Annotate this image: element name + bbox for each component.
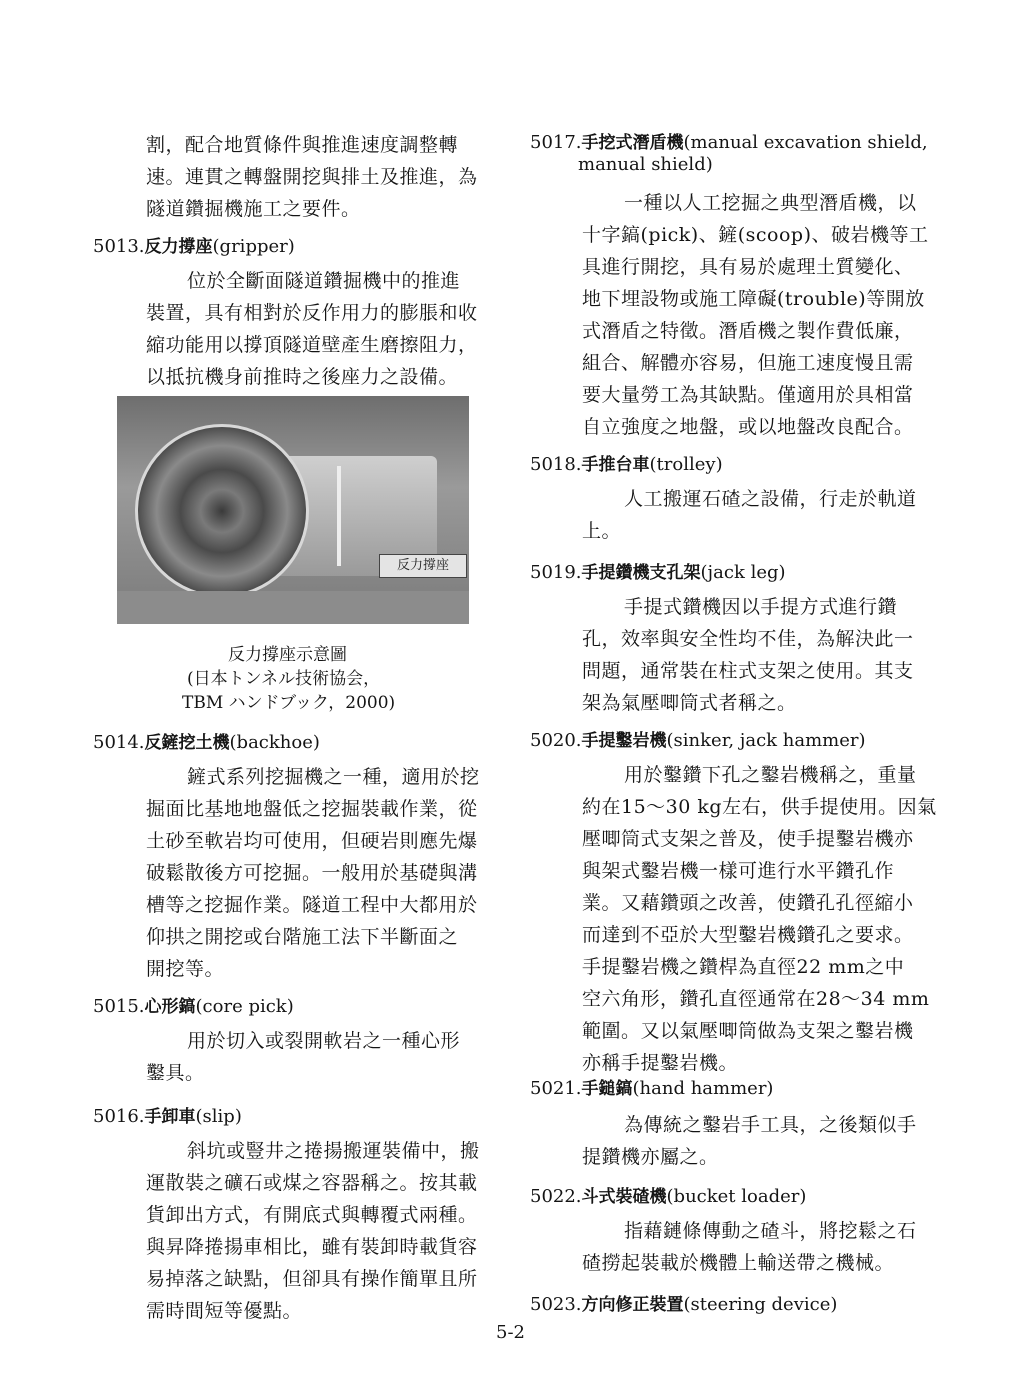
entry-5020-text: 業。又藉鑽頭之改善，使鑽孔孔徑縮小	[582, 892, 914, 914]
entry-term-en: (core pick)	[195, 996, 294, 1017]
entry-5017-text: 要大量勞工為其缺點。僅適用於具相當	[582, 384, 914, 406]
entry-term-zh: 手推台車	[581, 455, 650, 475]
entry-term-en: (backhoe)	[229, 732, 320, 753]
entry-5015-text: 鑿具。	[146, 1062, 205, 1084]
entry-5020-text: 用於鑿鑽下孔之鑿岩機稱之，重量	[624, 764, 917, 786]
entry-5015-heading	[93, 992, 294, 1017]
entry-term-zh: 手提鑿岩機	[581, 731, 667, 751]
cutterhead-shape	[135, 424, 309, 598]
entry-5020-text: 範圍。又以氣壓唧筒做為支架之鑿岩機	[582, 1020, 914, 1042]
entry-code: 5023.	[530, 1294, 582, 1315]
entry-term-zh: 手卸車	[144, 1107, 196, 1127]
gripper-photo	[117, 396, 469, 624]
entry-5018-heading	[530, 450, 723, 475]
entry-5013-text: 以抵抗機身前推時之後座力之設備。	[146, 366, 459, 388]
photo-label: 反力撐座	[379, 554, 467, 578]
entry-term-en: (steering device)	[683, 1294, 838, 1315]
entry-5013-text: 縮功能用以撐頂隧道壁產生磨擦阻力，	[146, 334, 478, 356]
entry-term-en: (trolley)	[649, 454, 723, 475]
entry-5016-text: 需時間短等優點。	[146, 1300, 303, 1322]
entry-5013-text: 裝置，具有相對於反作用力的膨脹和收	[146, 302, 478, 324]
entry-5014-text: 掘面比基地地盤低之挖掘裝載作業，從	[146, 798, 478, 820]
entry-5014-text: 開挖等。	[146, 958, 225, 980]
entry-5016-text: 易掉落之缺點，但卻具有操作簡單且所	[146, 1268, 478, 1290]
entry-5020-text: 約在15～30 kg左右，供手提使用。因氣	[582, 796, 937, 818]
entry-5014-text: 破鬆散後方可挖掘。一般用於基礎與溝	[146, 862, 478, 884]
entry-term-en: (jack leg)	[700, 562, 786, 583]
entry-5014-text: 土砂至軟岩均可使用，但硬岩則應先爆	[146, 830, 478, 852]
entry-5013-heading	[93, 232, 295, 257]
entry-term-zh: 反鏟挖土機	[144, 733, 230, 753]
intro-line: 速。連貫之轉盤開挖與排土及推進，為	[146, 166, 478, 188]
entry-5017-heading	[530, 128, 928, 153]
entry-5014-heading	[93, 728, 320, 753]
entry-term-zh: 手挖式潛盾機	[581, 133, 684, 153]
figure-source: TBM ハンドブック，2000)	[182, 693, 396, 713]
entry-5021-text: 為傳統之鑿岩手工具，之後類似手	[624, 1114, 917, 1136]
entry-term-en: (sinker, jack hammer)	[666, 730, 866, 751]
entry-5014-text: 仰拱之開挖或台階施工法下半斷面之	[146, 926, 459, 948]
entry-5017-text: 式潛盾之特徵。潛盾機之製作費低廉，	[582, 320, 914, 342]
entry-5018-text: 人工搬運石碴之設備，行走於軌道	[624, 488, 917, 510]
entry-5016-heading	[93, 1102, 242, 1127]
entry-5017-text: 自立強度之地盤，或以地盤改良配合。	[582, 416, 914, 438]
entry-5014-text: 槽等之挖掘作業。隧道工程中大都用於	[146, 894, 478, 916]
entry-code: 5013.	[93, 236, 145, 257]
entry-term-zh: 斗式裝碴機	[581, 1187, 667, 1207]
entry-5020-text: 與架式鑿岩機一樣可進行水平鑽孔作	[582, 860, 895, 882]
entry-code: 5021.	[530, 1078, 582, 1099]
entry-5017-heading-cont: manual shield)	[578, 154, 713, 175]
entry-5013-text: 位於全斷面隧道鑽掘機中的推進	[187, 270, 461, 292]
entry-5019-text: 問題，通常裝在柱式支架之使用。其支	[582, 660, 914, 682]
entry-5023-heading	[530, 1290, 837, 1315]
entry-5018-text: 上。	[582, 520, 622, 542]
entry-5016-text: 運散裝之礦石或煤之容器稱之。按其載	[146, 1172, 478, 1194]
entry-5021-text: 提鑽機亦屬之。	[582, 1146, 719, 1168]
entry-term-en: (hand hammer)	[632, 1078, 774, 1099]
entry-term-zh: 手鎚鎬	[581, 1079, 633, 1099]
page-number: 5-2	[496, 1322, 525, 1343]
entry-code: 5014.	[93, 732, 145, 753]
entry-5020-text: 手提鑿岩機之鑽桿為直徑22 mm之中	[582, 956, 905, 978]
entry-term-en: (gripper)	[212, 236, 295, 257]
intro-line: 隧道鑽掘機施工之要件。	[146, 198, 361, 220]
entry-code: 5017.	[530, 132, 582, 153]
entry-5022-heading	[530, 1182, 806, 1207]
entry-5019-text: 架為氣壓唧筒式者稱之。	[582, 692, 797, 714]
entry-5021-heading	[530, 1074, 773, 1099]
entry-term-zh: 心形鎬	[144, 997, 196, 1017]
figure-caption: 反力撐座示意圖	[228, 645, 347, 665]
entry-code: 5016.	[93, 1106, 145, 1127]
entry-5022-text: 碴撈起裝載於機體上輸送帶之機械。	[582, 1252, 895, 1274]
entry-5014-text: 鏟式系列挖掘機之一種，適用於挖	[187, 766, 480, 788]
entry-5020-heading	[530, 726, 866, 751]
entry-5015-text: 用於切入或裂開軟岩之一種心形	[187, 1030, 461, 1052]
entry-5020-text: 壓唧筒式支架之普及，使手提鑿岩機亦	[582, 828, 914, 850]
entry-5016-text: 與昇降捲揚車相比，雖有裝卸時載貨容	[146, 1236, 478, 1258]
entry-code: 5015.	[93, 996, 145, 1017]
entry-term-en: (bucket loader)	[666, 1186, 807, 1207]
entry-5016-text: 貨卸出方式，有開底式與轉覆式兩種。	[146, 1204, 478, 1226]
entry-5017-text: 具進行開挖，具有易於處理土質變化、	[582, 256, 914, 278]
intro-line: 割，配合地質條件與推進速度調整轉	[146, 134, 459, 156]
entry-term-en: (slip)	[195, 1106, 242, 1127]
entry-term-zh: 反力撐座	[144, 237, 213, 257]
entry-5022-text: 指藉鏈條傳動之碴斗，將挖鬆之石	[624, 1220, 917, 1242]
tbm-rib-shape	[337, 466, 341, 566]
entry-5017-text: 地下埋設物或施工障礙(trouble)等開放	[582, 288, 925, 310]
entry-5019-text: 手提式鑽機因以手提方式進行鑽	[624, 596, 898, 618]
entry-code: 5019.	[530, 562, 582, 583]
entry-5016-text: 斜坑或豎井之捲揚搬運裝備中，搬	[187, 1140, 480, 1162]
entry-5020-text: 空六角形，鑽孔直徑通常在28～34 mm	[582, 988, 930, 1010]
entry-5017-text: 組合、解體亦容易，但施工速度慢且需	[582, 352, 914, 374]
entry-5017-text: 十字鎬(pick)、鏟(scoop)、破岩機等工	[582, 224, 929, 246]
entry-5020-text: 而達到不亞於大型鑿岩機鑽孔之要求。	[582, 924, 914, 946]
entry-term-en: (manual excavation shield,	[683, 132, 928, 153]
entry-code: 5022.	[530, 1186, 582, 1207]
entry-5019-heading	[530, 558, 786, 583]
entry-5017-text: 一種以人工挖掘之典型潛盾機，以	[624, 192, 917, 214]
entry-code: 5020.	[530, 730, 582, 751]
entry-code: 5018.	[530, 454, 582, 475]
entry-5019-text: 孔，效率與安全性均不佳，為解決此一	[582, 628, 914, 650]
floor-shape	[117, 591, 469, 624]
entry-term-zh: 手提鑽機支孔架	[581, 563, 701, 583]
entry-term-zh: 方向修正裝置	[581, 1295, 684, 1315]
entry-5020-text: 亦稱手提鑿岩機。	[582, 1052, 739, 1074]
figure-source: (日本トンネル技術協会，	[187, 669, 381, 689]
